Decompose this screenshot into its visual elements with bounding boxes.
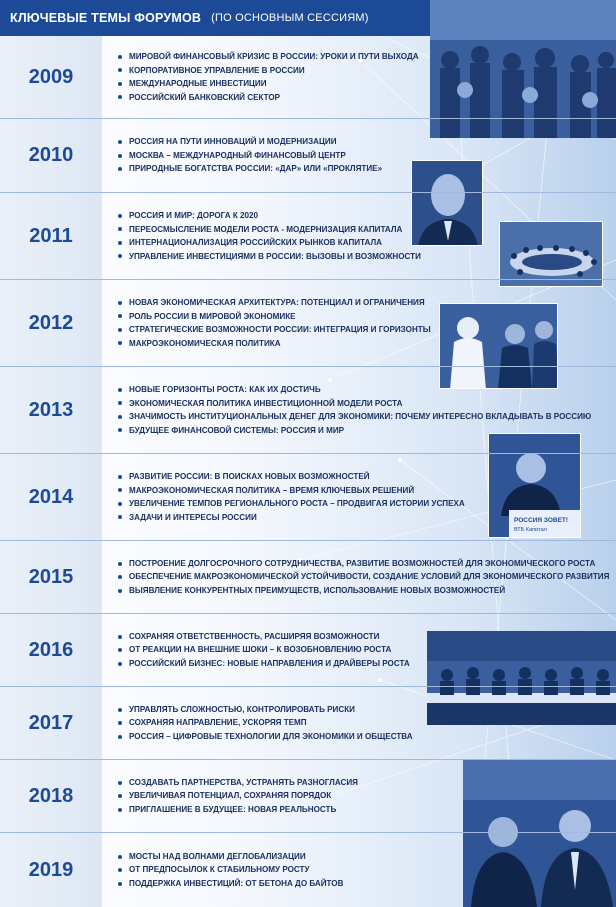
bullet-icon [118, 662, 122, 666]
topic-list [118, 760, 358, 832]
forum-row-2009 [0, 36, 616, 118]
bullet-icon [118, 314, 122, 318]
year-label: 2013 [28, 398, 74, 421]
topic-item: СОХРАНЯЯ НАПРАВЛЕНИЕ, УСКОРЯЯ ТЕМП [118, 716, 413, 730]
bullet-icon [118, 82, 122, 86]
year-label: 2011 [29, 224, 73, 247]
topic-item: СОЗДАВАТЬ ПАРТНЕРСТВА, УСТРАНЯТЬ РАЗНОГЛАСИЯ [118, 776, 358, 790]
topic-list [118, 36, 419, 118]
bullet-icon [118, 227, 122, 231]
bullet-icon [118, 794, 122, 798]
topic-item: РОЛЬ РОССИИ В МИРОВОЙ ЭКОНОМИКЕ [118, 310, 431, 324]
topic-item: ПРИГЛАШЕНИЕ В БУДУЩЕЕ: НОВАЯ РЕАЛЬНОСТЬ [118, 803, 358, 817]
bullet-icon [118, 254, 122, 258]
topic-item: ПРИРОДНЫЕ БОГАТСТВА РОССИИ: «ДАР» ИЛИ «ПРОКЛЯТИЕ» [118, 162, 382, 176]
topic-list [118, 119, 382, 192]
forum-row-2019 [0, 832, 616, 907]
topic-list [118, 193, 421, 279]
topic-item: РАЗВИТИЕ РОССИИ: В ПОИСКАХ НОВЫХ ВОЗМОЖНОСТЕЙ [118, 470, 465, 484]
bullet-icon [118, 721, 122, 725]
bullet-icon [118, 428, 122, 432]
forum-row-2018 [0, 759, 616, 832]
bullet-icon [118, 808, 122, 812]
forum-row-2010 [0, 118, 616, 192]
bullet-icon [118, 515, 122, 519]
header-title: КЛЮЧЕВЫЕ ТЕМЫ ФОРУМОВ [10, 11, 202, 25]
bullet-icon [118, 648, 122, 652]
bullet-icon [118, 401, 122, 405]
bullet-icon [118, 68, 122, 72]
bullet-icon [118, 341, 122, 345]
bullet-icon [118, 735, 122, 739]
topic-item: РОССИЙСКИЙ БАНКОВСКИЙ СЕКТОР [118, 91, 419, 105]
year-label: 2012 [28, 311, 74, 334]
topic-item: НОВАЯ ЭКОНОМИЧЕСКАЯ АРХИТЕКТУРА: ПОТЕНЦИАЛ И ОГРАНИЧЕНИЯ [118, 296, 431, 310]
topic-list [118, 687, 413, 759]
header-subtitle: (ПО ОСНОВНЫМ СЕССИЯМ) [211, 12, 369, 24]
topic-item: ПОСТРОЕНИЕ ДОЛГОСРОЧНОГО СОТРУДНИЧЕСТВА, РАЗВИТИЕ ВОЗМОЖНОСТЕЙ ДЛЯ ЭКОНОМИЧЕСКОГО РОСТА [118, 557, 609, 571]
topic-list [118, 541, 609, 613]
topic-list [118, 280, 431, 366]
topic-item: ЗАДАЧИ И ИНТЕРЕСЫ РОССИИ [118, 511, 465, 525]
topic-item: РОССИЯ НА ПУТИ ИННОВАЦИЙ И МОДЕРНИЗАЦИИ [118, 135, 382, 149]
bullet-icon [118, 488, 122, 492]
bullet-icon [118, 95, 122, 99]
bullet-icon [118, 167, 122, 171]
topic-item: РОССИЯ – ЦИФРОВЫЕ ТЕХНОЛОГИИ ДЛЯ ЭКОНОМИКИ И ОБЩЕСТВА [118, 730, 413, 744]
topic-item: ПЕРЕОСМЫСЛЕНИЕ МОДЕЛИ РОСТА - МОДЕРНИЗАЦИЯ КАПИТАЛА [118, 223, 421, 237]
forum-row-2015 [0, 540, 616, 613]
topic-list [118, 614, 410, 686]
forum-row-2012 [0, 279, 616, 366]
topic-list [118, 367, 591, 453]
topic-item: МОСКВА – МЕЖДУНАРОДНЫЙ ФИНАНСОВЫЙ ЦЕНТР [118, 149, 382, 163]
topic-item: РОССИЯ И МИР: ДОРОГА К 2020 [118, 209, 421, 223]
topic-item: МОСТЫ НАД ВОЛНАМИ ДЕГЛОБАЛИЗАЦИИ [118, 850, 343, 864]
bullet-icon [118, 855, 122, 859]
bullet-icon [118, 635, 122, 639]
topic-item: БУДУЩЕЕ ФИНАНСОВОЙ СИСТЕМЫ: РОССИЯ И МИР [118, 424, 591, 438]
topic-item: УПРАВЛЯТЬ СЛОЖНОСТЬЮ, КОНТРОЛИРОВАТЬ РИСКИ [118, 703, 413, 717]
topic-item: СОХРАНЯЯ ОТВЕТСТВЕННОСТЬ, РАСШИРЯЯ ВОЗМОЖНОСТИ [118, 630, 410, 644]
forum-row-2013 [0, 366, 616, 453]
bullet-icon [118, 475, 122, 479]
topic-item: ОТ РЕАКЦИИ НА ВНЕШНИЕ ШОКИ – К ВОЗОБНОВЛЕНИЮ РОСТА [118, 643, 410, 657]
bullet-icon [118, 328, 122, 332]
topic-item: ОБЕСПЕЧЕНИЕ МАКРОЭКОНОМИЧЕСКОЙ УСТОЙЧИВОСТИ, СОЗДАНИЕ УСЛОВИЙ ДЛЯ ЭКОНОМИЧЕСКОГО РАЗВИТИЯ [118, 570, 609, 584]
forum-row-2017 [0, 686, 616, 759]
topic-item: УПРАВЛЕНИЕ ИНВЕСТИЦИЯМИ В РОССИИ: ВЫЗОВЫ И ВОЗМОЖНОСТИ [118, 250, 421, 264]
topic-item: ИНТЕРНАЦИОНАЛИЗАЦИЯ РОССИЙСКИХ РЫНКОВ КАПИТАЛА [118, 236, 421, 250]
year-label: 2017 [28, 711, 74, 734]
year-label: 2018 [28, 784, 74, 807]
year-label: 2010 [28, 144, 74, 166]
topic-list [118, 833, 343, 907]
svg-text:ВТБ Капитал: ВТБ Капитал [514, 527, 547, 533]
bullet-icon [118, 388, 122, 392]
topic-item: ЭКОНОМИЧЕСКАЯ ПОЛИТИКА ИНВЕСТИЦИОННОЙ МОДЕЛИ РОСТА [118, 397, 591, 411]
bullet-icon [118, 562, 122, 566]
topic-item: ПОДДЕРЖКА ИНВЕСТИЦИЙ: ОТ БЕТОНА ДО БАЙТОВ [118, 877, 343, 891]
year-label: 2019 [28, 858, 74, 881]
topic-item: ЗНАЧИМОСТЬ ИНСТИТУЦИОНАЛЬНЫХ ДЕНЕГ ДЛЯ ЭКОНОМИКИ: ПОЧЕМУ ИНТЕРЕСНО ВКЛАДЫВАТЬ В РОССИЮ [118, 410, 591, 424]
bullet-icon [118, 415, 122, 419]
bullet-icon [118, 708, 122, 712]
bullet-icon [118, 781, 122, 785]
year-label: 2009 [28, 65, 74, 88]
bullet-icon [118, 502, 122, 506]
bullet-icon [118, 301, 122, 305]
bullet-icon [118, 154, 122, 158]
forum-row-2016 [0, 613, 616, 686]
year-label: 2016 [28, 638, 74, 661]
bullet-icon [118, 55, 122, 59]
forum-row-2014 [0, 453, 616, 540]
topic-item: РОССИЙСКИЙ БИЗНЕС: НОВЫЕ НАПРАВЛЕНИЯ И ДРАЙВЕРЫ РОСТА [118, 657, 410, 671]
bullet-icon [118, 214, 122, 218]
topic-list [118, 454, 465, 540]
topic-item: НОВЫЕ ГОРИЗОНТЫ РОСТА: КАК ИХ ДОСТИЧЬ [118, 383, 591, 397]
bullet-icon [118, 140, 122, 144]
topic-item: МИРОВОЙ ФИНАНСОВЫЙ КРИЗИС В РОССИИ: УРОКИ И ПУТИ ВЫХОДА [118, 50, 419, 64]
topic-item: ОТ ПРЕДПОСЫЛОК К СТАБИЛЬНОМУ РОСТУ [118, 863, 343, 877]
topic-item: УВЕЛИЧИВАЯ ПОТЕНЦИАЛ, СОХРАНЯЯ ПОРЯДОК [118, 789, 358, 803]
bullet-icon [118, 241, 122, 245]
podium-caption: РОССИЯ ЗОВЕТ! [514, 517, 569, 524]
topic-item: КОРПОРАТИВНОЕ УПРАВЛЕНИЕ В РОССИИ [118, 64, 419, 78]
bullet-icon [118, 589, 122, 593]
topic-item: СТРАТЕГИЧЕСКИЕ ВОЗМОЖНОСТИ РОССИИ: ИНТЕГРАЦИЯ И ГОРИЗОНТЫ [118, 323, 431, 337]
bullet-icon [118, 575, 122, 579]
forum-row-2011 [0, 192, 616, 279]
topic-item: МАКРОЭКОНОМИЧЕСКАЯ ПОЛИТИКА [118, 337, 431, 351]
year-label: 2015 [28, 565, 74, 588]
bullet-icon [118, 868, 122, 872]
page-header [0, 0, 430, 36]
topic-item: МЕЖДУНАРОДНЫЕ ИНВЕСТИЦИИ [118, 77, 419, 91]
year-label: 2014 [28, 485, 74, 508]
topic-item: УВЕЛИЧЕНИЕ ТЕМПОВ РЕГИОНАЛЬНОГО РОСТА – ПРОДВИГАЯ ИСТОРИИ УСПЕХА [118, 497, 465, 511]
topic-item: ВЫЯВЛЕНИЕ КОНКУРЕНТНЫХ ПРЕИМУЩЕСТВ, ИСПОЛЬЗОВАНИЕ НОВЫХ ВОЗМОЖНОСТЕЙ [118, 584, 609, 598]
bullet-icon [118, 882, 122, 886]
topic-item: МАКРОЭКОНОМИЧЕСКАЯ ПОЛИТИКА – ВРЕМЯ КЛЮЧЕВЫХ РЕШЕНИЙ [118, 484, 465, 498]
